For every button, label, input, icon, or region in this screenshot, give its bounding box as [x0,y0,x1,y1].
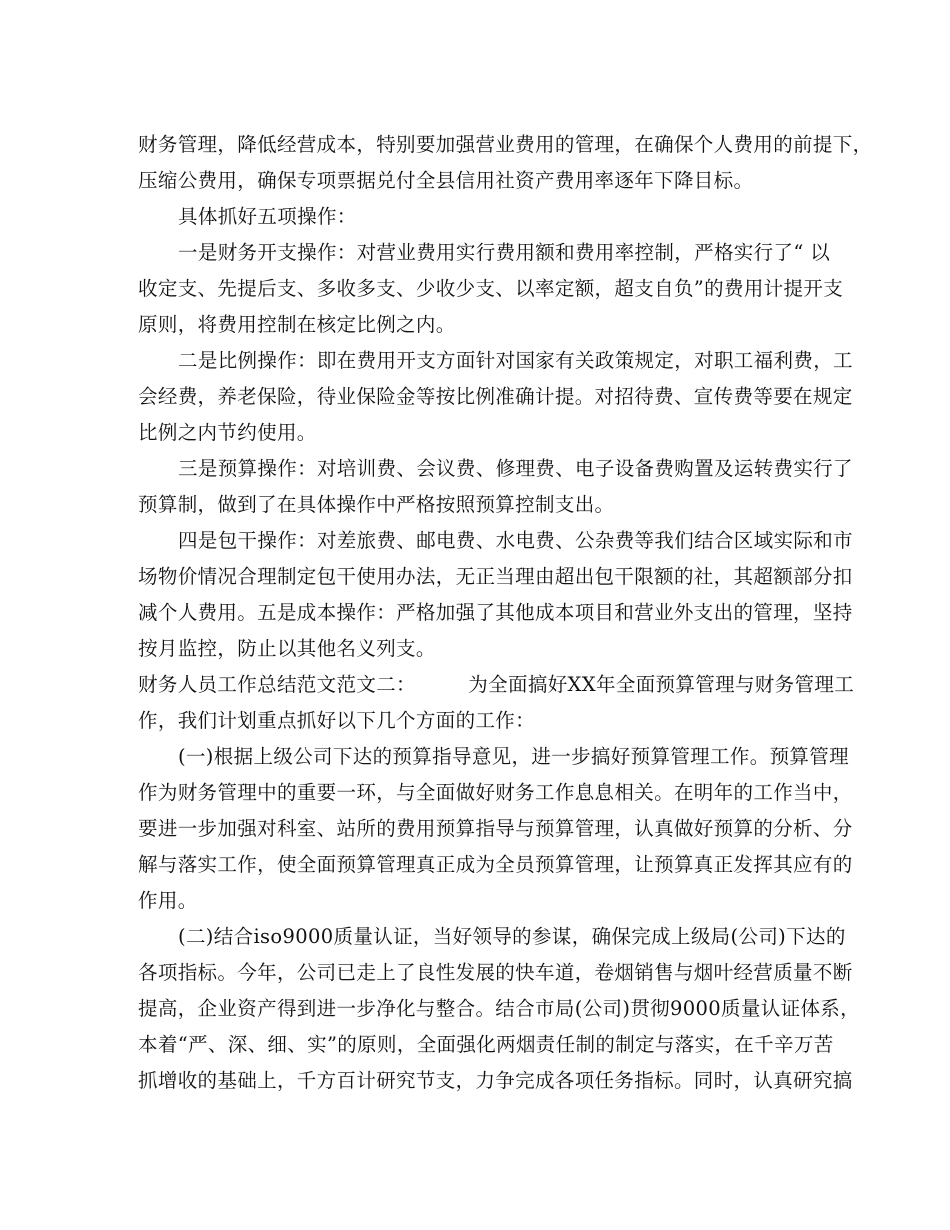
body-text-line: 一是财务开支操作：对营业费用实行费用额和费用率控制，严格实行了“ 以 [178,241,831,264]
body-text-line: 具体抓好五项操作： [178,205,357,228]
body-text-line: 作，我们计划重点抓好以下几个方面的工作： [138,709,536,732]
body-text-line: (二)结合iso9000质量认证，当好领导的参谋，确保完成上级局(公司)下达的 [178,925,846,948]
body-text-line: 收定支、先提后支、多收多支、少收少支、以率定额，超支自负”的费用计提开支 [138,277,844,300]
body-text-line: 抓增收的基础上，千方百计研究节支，力争完成各项任务指标。同时，认真研究搞 [138,1069,853,1092]
body-text-line: 各项指标。今年，公司已走上了良性发展的快车道，卷烟销售与烟叶经营质量不断 [138,961,853,984]
body-text-line: 四是包干操作：对差旅费、邮电费、水电费、公杂费等我们结合区域实际和市 [178,529,853,552]
body-text-line: 原则，将费用控制在核定比例之内。 [138,313,456,336]
body-text-line: 作用。 [138,889,198,912]
body-text-line: 二是比例操作：即在费用开支方面针对国家有关政策规定，对职工福利费，工 [178,349,853,372]
body-text-line: 按月监控，防止以其他名义列支。 [138,637,436,660]
body-text-line: 要进一步加强对科室、站所的费用预算指导与预算管理，认真做好预算的分析、分 [138,817,853,840]
body-text-line: 减个人费用。五是成本操作：严格加强了其他成本项目和营业外支出的管理，坚持 [138,601,853,624]
body-text-line: 比例之内节约使用。 [138,421,317,444]
body-text-line: 预算制，做到了在具体操作中严格按照预算控制支出。 [138,493,615,516]
section-heading-line: 财务人员工作总结范文范文二： 为全面搞好XX年全面预算管理与财务管理工 [138,673,855,696]
body-text-line: 会经费，养老保险，待业保险金等按比例准确计提。对招待费、宣传费等要在规定 [138,385,853,408]
body-text-line: (一)根据上级公司下达的预算指导意见，进一步搞好预算管理工作。预算管理 [178,745,849,768]
body-text-line: 三是预算操作：对培训费、会议费、修理费、电子设备费购置及运转费实行了 [178,457,853,480]
body-text-line: 提高，企业资产得到进一步净化与整合。结合市局(公司)贯彻9000质量认证体系， [138,997,860,1020]
body-text-line: 场物价情况合理制定包干使用办法，无正当理由超出包干限额的社，其超额部分扣 [138,565,853,588]
body-text-line: 压缩公费用，确保专项票据兑付全县信用社资产费用率逐年下降目标。 [138,169,754,192]
body-text-line: 解与落实工作，使全面预算管理真正成为全员预算管理，让预算真正发挥其应有的 [138,853,853,876]
body-text-line: 本着“严、深、细、实”的原则，全面强化两烟责任制的制定与落实，在千辛万苦 [138,1033,834,1056]
body-text-line: 作为财务管理中的重要一环，与全面做好财务工作息息相关。在明年的工作当中， [138,781,853,804]
body-text-line: 财务管理，降低经营成本，特别要加强营业费用的管理，在确保个人费用的前提下， [138,133,873,156]
